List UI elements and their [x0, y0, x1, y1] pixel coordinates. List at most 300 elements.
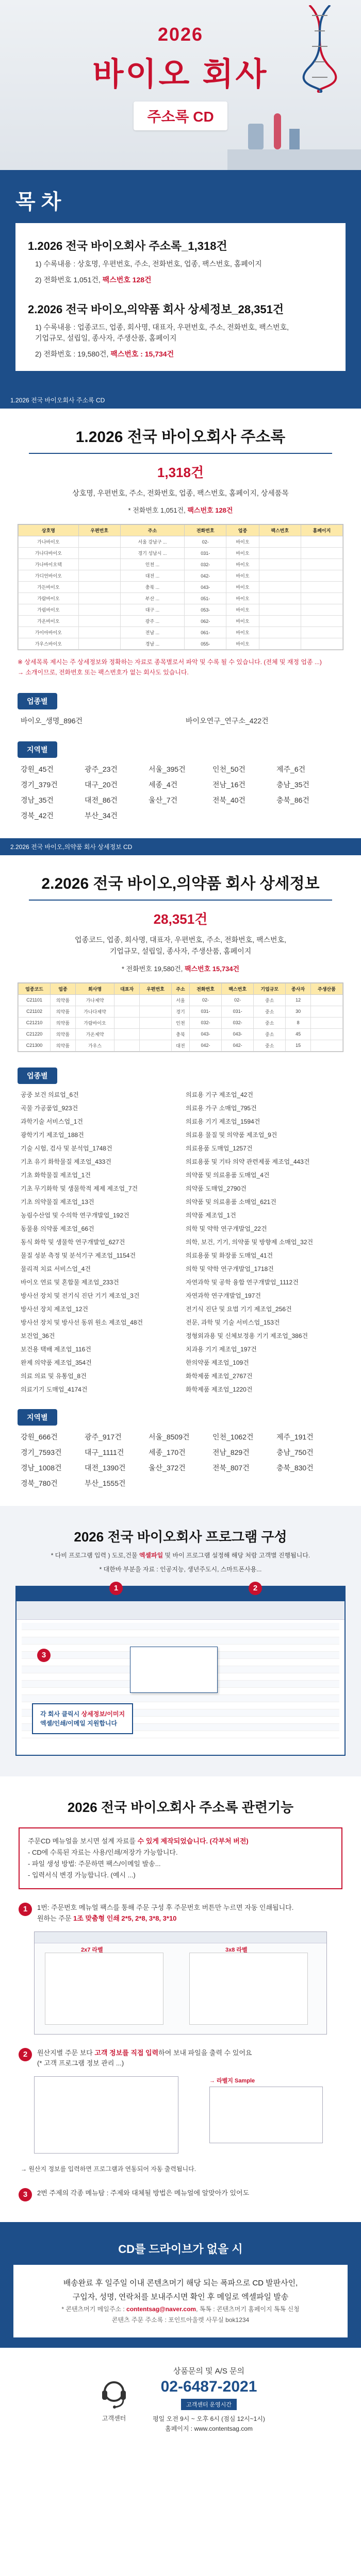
function-warning-4: - 입력서식 변경 가능합니다. (예시 ...)	[28, 1871, 136, 1879]
label-print-toolbar	[35, 1932, 326, 1943]
table-cell: 가나바이오텍	[19, 559, 79, 570]
label-sample-mock	[34, 2076, 327, 2159]
industry-item: 기술 시험, 검사 및 분석업_1748건	[21, 1144, 112, 1152]
input-form-mock	[34, 2076, 178, 2154]
section-2-industry-label: 업종별	[18, 1067, 57, 1084]
program-title: 2026 전국 바이오회사 프로그램 구성	[74, 1529, 287, 1545]
table-row	[19, 604, 343, 616]
table-cell	[259, 559, 301, 570]
industry-item: 공중 보건 의료업_6건	[21, 1091, 79, 1098]
table-cell	[259, 582, 301, 593]
table-header-cell: 전화번호	[189, 983, 221, 994]
toc-section-2-line-2	[35, 349, 333, 360]
toc-section-2-phone-count: 2) 전화번호 : 19,580건,	[35, 350, 111, 358]
step-2-text	[37, 2048, 252, 2059]
program-screenshot	[15, 1583, 346, 1756]
region-item: 울산_7건	[149, 795, 178, 804]
section-1-warning-1: ※ 상세목록 제시는 주 상세정보와 정확하는 자료로 종목별로서 파악 및 수록 될 수 있습니다. (전체 및 재정 업종 ...)	[18, 658, 322, 666]
industry-item: 물질 성분 측정 및 분석기구 제조업_1154건	[21, 1251, 136, 1259]
function-warning-1r: 수 있게 제작되었습니다. (각부처 버전)	[137, 1837, 249, 1845]
industry-item: 방사선 장치 제조업_12건	[21, 1305, 89, 1313]
table-cell: 031-	[222, 1006, 254, 1017]
industry-item: 의료 의료 및 유통업_8건	[21, 1372, 87, 1380]
section-1-fax-count: 팩스번호 128건	[187, 506, 233, 515]
region-item: 충남_35건	[276, 780, 309, 789]
table-header-cell: 우편번호	[78, 525, 120, 536]
cd-email-link[interactable]: contentsag@naver.com	[126, 2305, 196, 2313]
industry-item: 의학 및 약학 연구개발업_1718건	[186, 1265, 274, 1273]
footer-info	[153, 2365, 265, 2434]
table-cell: 031-	[185, 548, 226, 559]
table-header-cell: 팩스번호	[222, 983, 254, 994]
label-sheet-3x8	[189, 1953, 308, 2025]
toc-section-2-fields-2: 기업규모, 설립일, 종사자, 주생산품, 홈페이지	[35, 334, 177, 342]
customer-center-label: 고객센터	[102, 2415, 126, 2422]
industry-item: 정형외과용 및 신체보정용 기기 제조업_386건	[186, 1332, 308, 1340]
industry-item: 자연과학 및 공학 융합 연구개발업_1112건	[186, 1278, 299, 1286]
table-cell: 가나다제약	[75, 1006, 114, 1017]
table-cell: 중소	[254, 1017, 286, 1028]
section-2-industry-list	[21, 1090, 340, 1394]
industry-item: 자연과학 연구개발업_197건	[186, 1292, 261, 1299]
toc-section-2-line-1	[35, 322, 333, 344]
dna-icon	[299, 5, 340, 93]
table-cell: 바이오	[226, 638, 259, 650]
table-cell	[114, 1040, 140, 1051]
table-cell: 부산 ...	[120, 593, 184, 604]
region-item: 대전_1390건	[85, 1463, 126, 1472]
industry-item: 의학 및 약학 연구개발업_22건	[186, 1225, 267, 1232]
table-cell: 가온바이오	[19, 616, 79, 627]
footer-contact-label: 상품문의 및 A/S 문의	[173, 2366, 245, 2376]
cd-talk-label: , 톡톡 : 콘텐츠머기 홈페이지 톡톡 신청	[196, 2305, 300, 2313]
region-item: 울산_372건	[149, 1463, 186, 1472]
function-title: 2026 전국 바이오회사 주소록 관련기능	[67, 1799, 294, 1815]
table-header-cell: 기업규모	[254, 983, 286, 994]
table-row	[19, 1040, 343, 1051]
industry-item: 보건용 택배 제조업_116건	[21, 1345, 91, 1353]
region-item: 세종_170건	[149, 1448, 186, 1456]
program-sub-b: 엑셀파일	[139, 1551, 163, 1559]
table-cell: 45	[286, 1028, 311, 1040]
table-of-contents	[0, 170, 361, 392]
section-2-sample-table	[18, 982, 343, 1052]
footer-homepage[interactable]: 홈페이지 : www.contentsag.com	[165, 2425, 253, 2432]
table-cell: C21101	[19, 994, 51, 1006]
section-1	[0, 409, 361, 838]
table-cell	[259, 638, 301, 650]
table-cell	[301, 638, 342, 650]
table-cell	[114, 1028, 140, 1040]
table-row	[19, 1028, 343, 1040]
table-cell: 30	[286, 1006, 311, 1017]
industry-item: 의학, 보건, 기기, 의약품 및 방향제 소매업_32건	[186, 1238, 314, 1246]
table-cell	[114, 1017, 140, 1028]
table-cell: 12	[286, 994, 311, 1006]
industry-item: 의료용 기구 제조업_42건	[186, 1091, 254, 1098]
section-1-count: 1,318건	[157, 465, 204, 480]
table-cell: 바이오	[226, 548, 259, 559]
industry-item: 기초 화학물질 제조업_1건	[21, 1171, 91, 1179]
industry-item: 의약품 및 의료용품 소매업_621건	[186, 1198, 276, 1206]
table-cell: 전남 ...	[120, 627, 184, 638]
table-cell: 경남 ...	[120, 638, 184, 650]
table-cell: 가든바이오	[19, 582, 79, 593]
toc-section-1-title: 1.2026 전국 바이오회사 주소록_1,318건	[28, 240, 227, 252]
table-cell: 043-	[222, 1028, 254, 1040]
table-cell: 중소	[254, 1006, 286, 1017]
table-cell	[78, 638, 120, 650]
industry-item: 완제 의약품 제조업_354건	[21, 1359, 92, 1366]
table-cell	[301, 536, 342, 548]
table-header-cell: 주소	[120, 525, 184, 536]
table-cell: 의약품	[51, 1028, 76, 1040]
region-item: 서울_8509건	[149, 1432, 190, 1441]
step-1-subtext-a: 원하는 주문	[37, 1914, 74, 1922]
label-print-mock	[34, 1931, 327, 2035]
table-cell	[259, 593, 301, 604]
table-cell: 051-	[185, 593, 226, 604]
region-item: 제주_191건	[276, 1432, 314, 1441]
table-cell: 042-	[185, 570, 226, 582]
toc-section-2-title: 2.2026 전국 바이오,의약품 회사 상세정보_28,351건	[28, 303, 284, 316]
table-cell	[259, 616, 301, 627]
region-item: 부산_1555건	[85, 1479, 126, 1487]
toc-section-2-fields: 1) 수록내용 : 업종코드, 업종, 회사명, 대표자, 우편번호, 주소, 전화번호, 팩스번호,	[35, 323, 289, 331]
section-1-sample-table	[18, 524, 343, 650]
industry-item: 의료용 기기 제조업_1594건	[186, 1117, 260, 1125]
section-1-industry-label: 업종별	[18, 693, 57, 709]
region-item: 전북_807건	[212, 1463, 250, 1472]
section-1-industry-list	[21, 716, 340, 726]
table-cell	[78, 548, 120, 559]
table-cell: 바이오	[226, 604, 259, 616]
table-cell: 02-	[189, 994, 221, 1006]
label-sample-sheet	[209, 2087, 323, 2143]
table-cell: 대전 ...	[120, 570, 184, 582]
table-cell: 바이오	[226, 627, 259, 638]
hero-title: 바이오 회사	[92, 57, 269, 92]
label-sheet-2x7	[45, 1953, 163, 2025]
section-1-note	[13, 505, 348, 515]
region-item: 제주_6건	[276, 765, 306, 773]
region-item: 충남_750건	[276, 1448, 314, 1456]
function-warning-1	[28, 1836, 333, 1847]
table-row	[19, 994, 343, 1006]
section-2-region-list	[21, 1432, 340, 1488]
program-sub	[13, 1551, 348, 1560]
table-header-cell: 전화번호	[185, 525, 226, 536]
region-item: 경남_35건	[21, 795, 54, 804]
industry-item: 의료용품 도매업_1257건	[186, 1144, 253, 1152]
region-item: 강원_45건	[21, 765, 54, 773]
table-cell: 062-	[185, 616, 226, 627]
section-1-region-label: 지역별	[18, 741, 57, 758]
section-2-count: 28,351건	[153, 911, 208, 927]
section-1-bar: 1.2026 전국 바이오회사 주소록 CD	[0, 392, 361, 409]
table-header-cell: 우편번호	[139, 983, 171, 994]
program-window-header	[17, 1587, 344, 1601]
industry-item: 바이오_생명_896건	[21, 716, 83, 725]
table-header-cell: 팩스번호	[259, 525, 301, 536]
step-3-number: 3	[19, 2188, 32, 2201]
section-2-bar: 2.2026 전국 바이오,의약품 회사 상세정보 CD	[0, 838, 361, 855]
table-cell: 광주 ...	[120, 616, 184, 627]
toc-box	[15, 223, 346, 371]
function-warning-2: - CD에 수록된 자료는 사용/인쇄/저장가 가능합니다.	[28, 1848, 178, 1856]
region-item: 전북_40건	[212, 795, 245, 804]
table-cell: 가나바이오	[19, 536, 79, 548]
industry-item: 의약품 및 의료용품 도매업_4건	[186, 1171, 270, 1179]
region-item: 전남_16건	[212, 780, 245, 789]
table-cell	[78, 536, 120, 548]
table-cell: 의약품	[51, 1017, 76, 1028]
table-cell: 서울 강남구 ...	[120, 536, 184, 548]
toc-section-1-line-1: 1) 수록내용 : 상호명, 우편번호, 주소, 전화번호, 업종, 팩스번호, 홈페이지	[35, 260, 262, 268]
table-cell	[259, 604, 301, 616]
table-cell	[301, 627, 342, 638]
industry-item: 농림수산업 및 수의학 연구개발업_192건	[21, 1211, 129, 1219]
table-cell	[301, 616, 342, 627]
table-cell: 바이오	[226, 536, 259, 548]
toc-fax-count: 팩스번호 128건	[102, 276, 152, 284]
region-item: 충북_830건	[276, 1463, 314, 1472]
table-cell: 충북 ...	[120, 582, 184, 593]
section-2-title: 2.2026 전국 바이오,의약품 회사 상세정보	[29, 871, 332, 901]
table-header-row	[19, 525, 343, 536]
table-header-cell: 주소	[172, 983, 190, 994]
table-cell: 가람바이오	[19, 593, 79, 604]
region-item: 경기_7593건	[21, 1448, 62, 1456]
table-body	[19, 994, 343, 1051]
table-cell	[139, 1017, 171, 1028]
function-warning	[19, 1827, 342, 1889]
table-cell: 가우스바이오	[19, 638, 79, 650]
step-2-text-red: 고객 정보를 직접 입력	[94, 2048, 159, 2057]
step-1-text: 1번: 주문번호 메뉴얼 팩스를 통해 주문 구성 후 주문번호 버튼만 누르면 자동 인쇄됩니다.	[37, 1903, 294, 1911]
industry-item: 의료용 물질 및 의약품 제조업_9건	[186, 1131, 277, 1139]
industry-item: 방사선 장치 및 전기식 진단 기기 제조업_3건	[21, 1292, 140, 1299]
table-cell: 가나다바이오	[19, 548, 79, 559]
table-cell: 인천 ...	[120, 559, 184, 570]
table-cell	[310, 994, 342, 1006]
table-cell	[310, 1040, 342, 1051]
step-2-note: (* 고객 프로그램 정보 관리 ...)	[37, 2059, 124, 2067]
table-cell: 경기	[172, 1006, 190, 1017]
industry-item: 치과용 기기 제조업_197건	[186, 1345, 257, 1353]
table-header-cell: 업종	[226, 525, 259, 536]
industry-item: 기초 무기화학 및 생물학적 제제 제조업_7건	[21, 1184, 138, 1192]
industry-item: 과학기술 서비스업_1건	[21, 1117, 84, 1125]
industry-item: 의약품 도매업_2790건	[186, 1184, 247, 1192]
region-item: 강원_666건	[21, 1432, 58, 1441]
table-cell: 02-	[185, 536, 226, 548]
table-cell: 042-	[222, 1040, 254, 1051]
table-cell: 가온제약	[75, 1028, 114, 1040]
cd-notice-title: CD를 드라이브가 없을 시	[118, 2242, 243, 2256]
program-sub-a: * 다비 프로그램 입력 ) 도로,건물	[51, 1551, 139, 1559]
industry-item: 방사선 장치 및 방사선 동위 원소 제조업_48건	[21, 1318, 143, 1326]
table-row	[19, 1006, 343, 1017]
section-2-region-label: 지역별	[18, 1409, 57, 1426]
step-1-number: 1	[19, 1903, 32, 1916]
table-cell: 055-	[185, 638, 226, 650]
table-header-cell: 주생산품	[310, 983, 342, 994]
table-cell	[78, 582, 120, 593]
section-1-warning-2: → 소개이므로, 전화번호 또는 팩스번호가 없는 회사도 있습니다.	[18, 668, 189, 676]
table-cell: 충북	[172, 1028, 190, 1040]
program-callout-red: 상세정보/이미지	[81, 1710, 125, 1718]
cd-email-label: * 콘텐츠머기 메일주소 :	[61, 2305, 127, 2313]
table-cell	[259, 536, 301, 548]
table-cell	[78, 570, 120, 582]
step-2-number: 2	[19, 2048, 32, 2061]
section-2-note	[13, 963, 348, 973]
industry-item: 바이오연구_연구소_422건	[186, 716, 269, 725]
table-cell	[310, 1006, 342, 1017]
function-step-1	[19, 1903, 342, 1924]
step-3-text: 2번 주제의 각종 메뉴탐 : 주제와 대체될 방법은 메뉴얼에 알맞아가 있어도	[37, 2189, 250, 2197]
program-callout	[32, 1703, 133, 1734]
label-2x7-title: 2x7 라벨	[81, 1946, 103, 1953]
table-body	[19, 536, 343, 650]
region-item: 광주_23건	[85, 765, 118, 773]
footer	[0, 2348, 361, 2454]
table-header-cell: 업종코드	[19, 983, 51, 994]
customer-center-logo	[96, 2376, 132, 2422]
table-cell: 바이오	[226, 582, 259, 593]
industry-item: 바이오 연료 및 혼합물 제조업_233건	[21, 1278, 119, 1286]
table-cell	[114, 1006, 140, 1017]
program-section	[0, 1506, 361, 1776]
footer-phone[interactable]: 02-6487-2021	[160, 2378, 257, 2395]
industry-item: 의료용품 및 기타 의약 관련제품 제조업_443건	[186, 1158, 310, 1165]
toc-heading: 목 차	[15, 191, 61, 213]
section-2-fields-2: 기업규모, 설립일, 종사자, 주생산품, 홈페이지	[109, 947, 252, 956]
table-cell	[301, 604, 342, 616]
table-cell: 가우스	[75, 1040, 114, 1051]
industry-item: 보건업_36건	[21, 1332, 55, 1340]
label-3x8-title: 3x8 라벨	[225, 1946, 248, 1953]
section-2-fields	[13, 934, 348, 957]
table-cell: 043-	[189, 1028, 221, 1040]
section-1-phone-count: * 전화번호 1,051건,	[128, 506, 188, 515]
industry-item: 화학제품 제조업_2767건	[186, 1372, 253, 1380]
region-item: 대전_86건	[85, 795, 118, 804]
table-cell: 061-	[185, 627, 226, 638]
table-cell: 032-	[189, 1017, 221, 1028]
table-cell: 031-	[189, 1006, 221, 1017]
table-cell	[78, 616, 120, 627]
cd-notice-section	[0, 2222, 361, 2348]
cd-notice-line-2: 구입자, 성명, 연락처를 보내주시면 확인 후 메일로 엑셀파일 발송	[72, 2292, 289, 2301]
section-1-region-list	[21, 764, 340, 821]
step-1-subtext	[37, 1913, 293, 1924]
region-item: 부산_34건	[85, 811, 118, 820]
table-cell	[259, 548, 301, 559]
toc-phone-count: 2) 전화번호 1,051건,	[35, 276, 103, 284]
industry-item: 의료용 가구 소매업_795건	[186, 1104, 257, 1112]
cd-notice-line-1: 배송완료 후 일주일 이내 콘텐츠머기 해당 되는 폭파으로 CD 발판사인,	[63, 2278, 298, 2287]
section-2-fax-count: 팩스번호 15,734건	[184, 964, 240, 973]
step-1-subtext-red: 1조 맞춤형 인쇄 2*5, 2*8, 3*8, 3*10	[73, 1914, 177, 1922]
table-cell	[310, 1028, 342, 1040]
industry-item: 한의약품 제조업_109건	[186, 1359, 249, 1366]
table-row	[19, 548, 343, 559]
industry-item: 물리적 치료 서비스업_4건	[21, 1265, 91, 1273]
region-item: 광주_917건	[85, 1432, 122, 1441]
table-cell	[139, 1006, 171, 1017]
table-cell: 대전	[172, 1040, 190, 1051]
program-sub-2: * 대한바 부분을 자료 : 인공지능, 생년주도시, 스마트폰사용...	[99, 1565, 262, 1573]
lab-illustration-icon	[227, 108, 361, 170]
step-2-footer: → 원산지 정보를 입력하면 프로그램과 연동되어 자동 출력됩니다.	[21, 2165, 196, 2173]
industry-item: 전문, 과학 및 기술 서비스업_153건	[186, 1318, 280, 1326]
section-2-fields-1: 업종코드, 업종, 회사명, 대표자, 우편번호, 주소, 전화번호, 팩스번호,	[75, 935, 286, 944]
region-item: 인천_1062건	[212, 1432, 254, 1441]
toc-section-2-fax-count: 팩스번호 : 15,734건	[110, 350, 174, 358]
marker-3: 3	[37, 1649, 51, 1662]
function-warning-3: - 파일 생성 방법: 주문하면 팩스/이메일 발송...	[28, 1859, 161, 1868]
table-cell: 가디언바이오	[19, 570, 79, 582]
table-cell	[301, 593, 342, 604]
industry-item: 동물용 의약품 제조업_66건	[21, 1225, 94, 1232]
hero-badge: 주소록 CD	[134, 101, 227, 130]
table-cell	[301, 582, 342, 593]
program-toolbar	[17, 1601, 344, 1620]
industry-item: 의약품 제조업_1건	[186, 1211, 236, 1219]
table-header-cell: 회사명	[75, 983, 114, 994]
hero-year: 2026	[157, 24, 204, 45]
table-cell	[114, 994, 140, 1006]
table-cell: 042-	[189, 1040, 221, 1051]
table-row	[19, 582, 343, 593]
industry-item: 동식 화학 및 생물학 연구개발업_627건	[21, 1238, 125, 1246]
industry-item: 의료기기 도매업_4174건	[21, 1385, 88, 1393]
table-cell	[301, 559, 342, 570]
table-cell: 032-	[222, 1017, 254, 1028]
table-row	[19, 627, 343, 638]
table-cell	[139, 994, 171, 1006]
table-cell: 8	[286, 1017, 311, 1028]
table-cell: C21210	[19, 1017, 51, 1028]
toc-section-1-line-2	[35, 275, 333, 285]
industry-item: 곡물 가공품업_923건	[21, 1104, 78, 1112]
table-cell: 032-	[185, 559, 226, 570]
industry-item: 광학기기 제조업_188건	[21, 1131, 84, 1139]
table-cell: 의약품	[51, 1040, 76, 1051]
table-header-cell: 업종	[51, 983, 76, 994]
table-cell: 바이오	[226, 570, 259, 582]
cd-notice-line-3	[24, 2304, 337, 2315]
region-item: 전남_829건	[212, 1448, 250, 1456]
table-cell: C21220	[19, 1028, 51, 1040]
table-cell: 의약품	[51, 1006, 76, 1017]
program-detail-popup	[130, 1647, 218, 1693]
table-cell: 중소	[254, 1040, 286, 1051]
table-cell: 경기 성남시 ...	[120, 548, 184, 559]
industry-item: 의료용품 및 화장품 도매업_41건	[186, 1251, 273, 1259]
table-cell: 인천	[172, 1017, 190, 1028]
table-cell	[78, 593, 120, 604]
table-header-cell: 종사자	[286, 983, 311, 994]
table-cell: 바이오	[226, 593, 259, 604]
section-2-phone-count: * 전화번호 19,580건,	[121, 964, 185, 973]
table-cell: 가림바이오	[19, 604, 79, 616]
table-cell	[139, 1028, 171, 1040]
industry-item: 전기식 진단 및 요법 기기 제조업_256건	[186, 1305, 292, 1313]
section-1-warning	[18, 657, 343, 677]
